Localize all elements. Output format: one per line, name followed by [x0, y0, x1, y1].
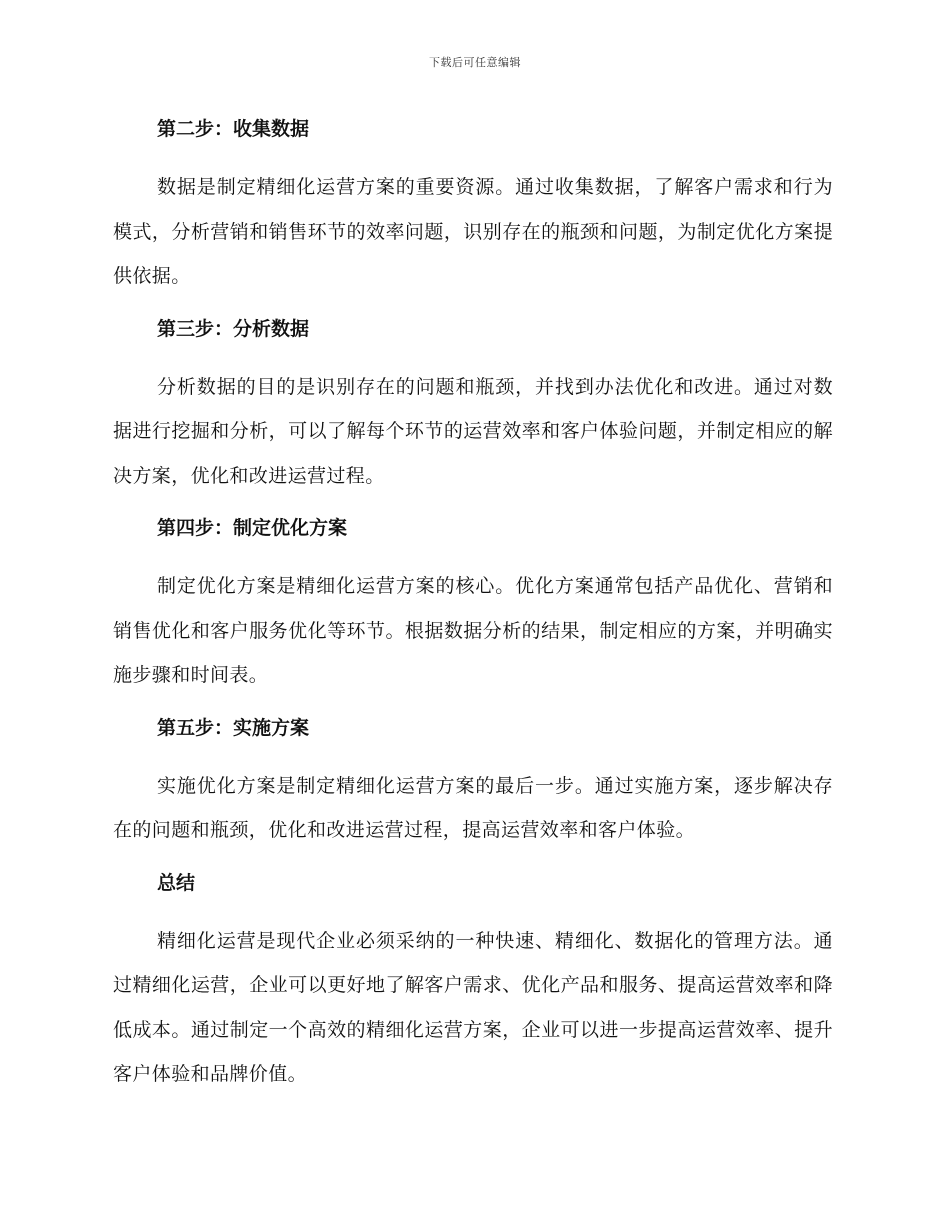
section-heading-step-3: 第三步：分析数据	[157, 317, 310, 340]
page-header-note: 下载后可任意编辑	[429, 56, 521, 69]
section-heading-step-4: 第四步：制定优化方案	[157, 517, 348, 539]
section-paragraph-step-2: 数据是制定精细化运营方案的重要资源。通过收集数据，了解客户需求和行为模式，分析营销和销售环节的效率问题，识别存在的瓶颈和问题，为制定优化方案提供依据。	[113, 176, 833, 287]
section-paragraph-step-4: 制定优化方案是精细化运营方案的核心。优化方案通常包括产品优化、营销和销售优化和客户服务优化等环节。根据数据分析的结果，制定相应的方案，并明确实施步骤和时间表。	[113, 575, 833, 686]
section-heading-summary: 总结	[157, 871, 196, 894]
section-heading-step-5: 第五步：实施方案	[157, 716, 310, 739]
section-paragraph-step-5: 实施优化方案是制定精细化运营方案的最后一步。通过实施方案，逐步解决存在的问题和瓶颈，优化和改进运营过程，提高运营效率和客户体验。	[113, 774, 833, 841]
section-paragraph-step-3: 分析数据的目的是识别存在的问题和瓶颈，并找到办法优化和改进。通过对数据进行挖掘和分析，可以了解每个环节的运营效率和客户体验问题，并制定相应的解决方案，优化和改进运营过程。	[113, 375, 833, 487]
section-heading-step-2: 第二步：收集数据	[157, 118, 310, 140]
document-body	[113, 112, 833, 1110]
section-paragraph-summary: 精细化运营是现代企业必须采纳的一种快速、精细化、数据化的管理方法。通过精细化运营，企业可以更好地了解客户需求、优化产品和服务、提高运营效率和降低成本。通过制定一个高效的精细化运营方案，企业可以进一步提高运营效率、提升客户体验和品牌价值。	[113, 929, 833, 1085]
